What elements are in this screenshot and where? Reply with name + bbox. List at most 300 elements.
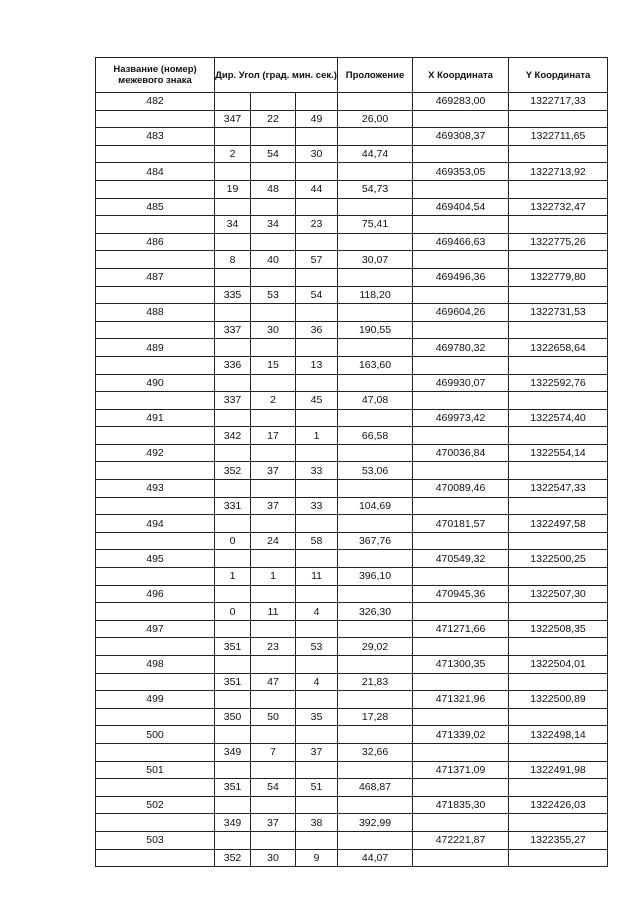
table-header-row [96, 58, 608, 93]
cell-minutes [251, 515, 296, 533]
header-angle: Дир. Угол (град. мин. сек.) [215, 58, 338, 93]
cell-minutes: 1 [251, 568, 296, 586]
table-row [96, 444, 608, 462]
cell-degrees [215, 163, 251, 181]
cell-y [509, 462, 608, 480]
header-x: X Координата [413, 58, 509, 93]
table-row [96, 638, 608, 656]
cell-y: 1322717,33 [509, 93, 608, 111]
cell-seconds: 58 [296, 532, 338, 550]
cell-y: 1322500,89 [509, 691, 608, 709]
cell-degrees [215, 515, 251, 533]
cell-seconds [296, 796, 338, 814]
cell-degrees [215, 550, 251, 568]
cell-seconds: 57 [296, 251, 338, 269]
table-row [96, 356, 608, 374]
cell-y: 1322732,47 [509, 198, 608, 216]
cell-minutes [251, 268, 296, 286]
cell-degrees: 351 [215, 779, 251, 797]
cell-seconds [296, 198, 338, 216]
cell-name [96, 568, 215, 586]
cell-x: 471339,02 [413, 726, 509, 744]
cell-degrees [215, 304, 251, 322]
table-row [96, 392, 608, 410]
table-row [96, 568, 608, 586]
cell-y: 1322713,92 [509, 163, 608, 181]
cell-x [413, 427, 509, 445]
cell-seconds [296, 550, 338, 568]
cell-y [509, 849, 608, 867]
cell-seconds [296, 726, 338, 744]
cell-x: 470036,84 [413, 444, 509, 462]
cell-degrees [215, 444, 251, 462]
cell-distance: 326,30 [338, 603, 413, 621]
cell-x: 471300,35 [413, 656, 509, 674]
cell-seconds [296, 444, 338, 462]
cell-x: 470945,36 [413, 585, 509, 603]
cell-x [413, 708, 509, 726]
cell-distance [338, 233, 413, 251]
cell-x [413, 180, 509, 198]
cell-minutes [251, 831, 296, 849]
cell-degrees: 350 [215, 708, 251, 726]
cell-y [509, 180, 608, 198]
cell-x [413, 814, 509, 832]
table-row [96, 321, 608, 339]
cell-minutes [251, 198, 296, 216]
cell-y: 1322500,25 [509, 550, 608, 568]
cell-seconds [296, 831, 338, 849]
cell-minutes [251, 374, 296, 392]
cell-x: 469780,32 [413, 339, 509, 357]
cell-distance [338, 796, 413, 814]
cell-y [509, 145, 608, 163]
cell-y [509, 110, 608, 128]
cell-y: 1322574,40 [509, 409, 608, 427]
cell-seconds: 33 [296, 497, 338, 515]
table-row [96, 550, 608, 568]
cell-minutes [251, 796, 296, 814]
cell-seconds [296, 93, 338, 111]
cell-name [96, 849, 215, 867]
cell-y: 1322504,01 [509, 656, 608, 674]
cell-minutes [251, 585, 296, 603]
cell-name [96, 286, 215, 304]
cell-minutes [251, 550, 296, 568]
table-row [96, 603, 608, 621]
cell-minutes [251, 93, 296, 111]
cell-name [96, 321, 215, 339]
cell-degrees: 336 [215, 356, 251, 374]
cell-distance [338, 620, 413, 638]
cell-y [509, 638, 608, 656]
cell-degrees [215, 409, 251, 427]
table-row [96, 814, 608, 832]
cell-name: 496 [96, 585, 215, 603]
cell-name [96, 356, 215, 374]
cell-distance: 44,07 [338, 849, 413, 867]
cell-minutes: 2 [251, 392, 296, 410]
cell-minutes: 53 [251, 286, 296, 304]
cell-seconds [296, 339, 338, 357]
cell-x [413, 743, 509, 761]
table-row [96, 585, 608, 603]
cell-name: 501 [96, 761, 215, 779]
cell-distance [338, 444, 413, 462]
cell-seconds: 54 [296, 286, 338, 304]
cell-degrees: 352 [215, 462, 251, 480]
cell-seconds: 11 [296, 568, 338, 586]
cell-degrees [215, 339, 251, 357]
cell-degrees [215, 93, 251, 111]
cell-x [413, 779, 509, 797]
table-row [96, 128, 608, 146]
cell-seconds [296, 480, 338, 498]
cell-minutes: 54 [251, 145, 296, 163]
cell-name: 483 [96, 128, 215, 146]
cell-seconds [296, 128, 338, 146]
cell-y: 1322547,33 [509, 480, 608, 498]
cell-minutes: 48 [251, 180, 296, 198]
table-row [96, 761, 608, 779]
cell-distance [338, 831, 413, 849]
cell-degrees: 337 [215, 321, 251, 339]
cell-seconds [296, 409, 338, 427]
table-row [96, 779, 608, 797]
cell-y: 1322491,98 [509, 761, 608, 779]
cell-y: 1322592,76 [509, 374, 608, 392]
cell-name [96, 110, 215, 128]
table-row [96, 286, 608, 304]
cell-distance [338, 128, 413, 146]
cell-distance: 396,10 [338, 568, 413, 586]
cell-minutes: 30 [251, 849, 296, 867]
cell-x: 470549,32 [413, 550, 509, 568]
cell-y: 1322498,14 [509, 726, 608, 744]
cell-y [509, 356, 608, 374]
cell-seconds: 36 [296, 321, 338, 339]
cell-y: 1322779,80 [509, 268, 608, 286]
cell-x [413, 568, 509, 586]
table-row [96, 233, 608, 251]
cell-name [96, 216, 215, 234]
cell-name [96, 532, 215, 550]
cell-distance [338, 163, 413, 181]
cell-minutes: 50 [251, 708, 296, 726]
cell-minutes [251, 761, 296, 779]
cell-name: 497 [96, 620, 215, 638]
cell-degrees [215, 480, 251, 498]
cell-minutes: 15 [251, 356, 296, 374]
cell-y [509, 321, 608, 339]
cell-seconds [296, 691, 338, 709]
cell-name [96, 814, 215, 832]
cell-name: 490 [96, 374, 215, 392]
cell-distance: 367,76 [338, 532, 413, 550]
header-y: Y Координата [509, 58, 608, 93]
cell-minutes [251, 304, 296, 322]
cell-y [509, 427, 608, 445]
cell-seconds: 13 [296, 356, 338, 374]
cell-minutes [251, 233, 296, 251]
cell-y: 1322426,03 [509, 796, 608, 814]
cell-minutes [251, 726, 296, 744]
cell-x [413, 638, 509, 656]
cell-degrees: 19 [215, 180, 251, 198]
cell-y [509, 708, 608, 726]
cell-minutes: 24 [251, 532, 296, 550]
cell-seconds [296, 620, 338, 638]
cell-y [509, 216, 608, 234]
cell-seconds: 35 [296, 708, 338, 726]
cell-seconds [296, 163, 338, 181]
cell-name [96, 427, 215, 445]
cell-name: 500 [96, 726, 215, 744]
cell-name [96, 251, 215, 269]
cell-y [509, 568, 608, 586]
cell-minutes [251, 128, 296, 146]
table-row [96, 656, 608, 674]
cell-seconds: 1 [296, 427, 338, 445]
cell-degrees: 352 [215, 849, 251, 867]
cell-x [413, 286, 509, 304]
table-row [96, 110, 608, 128]
cell-x [413, 110, 509, 128]
table-row [96, 743, 608, 761]
cell-distance: 163,60 [338, 356, 413, 374]
cell-y [509, 603, 608, 621]
cell-seconds: 23 [296, 216, 338, 234]
cell-name: 484 [96, 163, 215, 181]
cell-x [413, 145, 509, 163]
cell-degrees: 351 [215, 638, 251, 656]
cell-y: 1322554,14 [509, 444, 608, 462]
cell-x [413, 392, 509, 410]
cell-y [509, 286, 608, 304]
cell-x: 471321,96 [413, 691, 509, 709]
table-row [96, 409, 608, 427]
cell-degrees [215, 233, 251, 251]
cell-seconds [296, 515, 338, 533]
cell-name [96, 673, 215, 691]
cell-minutes [251, 163, 296, 181]
cell-minutes: 54 [251, 779, 296, 797]
cell-minutes: 22 [251, 110, 296, 128]
cell-distance: 190,55 [338, 321, 413, 339]
cell-name [96, 462, 215, 480]
cell-seconds: 30 [296, 145, 338, 163]
cell-distance [338, 409, 413, 427]
cell-x: 470089,46 [413, 480, 509, 498]
cell-distance [338, 480, 413, 498]
cell-name: 485 [96, 198, 215, 216]
cell-x: 469496,36 [413, 268, 509, 286]
cell-distance [338, 761, 413, 779]
cell-minutes: 37 [251, 462, 296, 480]
cell-distance: 104,69 [338, 497, 413, 515]
cell-name [96, 145, 215, 163]
cell-minutes: 37 [251, 814, 296, 832]
cell-y [509, 743, 608, 761]
cell-seconds [296, 233, 338, 251]
cell-seconds [296, 268, 338, 286]
cell-degrees: 349 [215, 743, 251, 761]
cell-degrees [215, 656, 251, 674]
cell-distance: 30,07 [338, 251, 413, 269]
table-row [96, 198, 608, 216]
cell-distance [338, 585, 413, 603]
cell-y [509, 779, 608, 797]
cell-seconds [296, 585, 338, 603]
cell-minutes [251, 409, 296, 427]
cell-distance: 53,06 [338, 462, 413, 480]
cell-seconds: 44 [296, 180, 338, 198]
cell-name: 486 [96, 233, 215, 251]
cell-name: 493 [96, 480, 215, 498]
cell-distance: 468,87 [338, 779, 413, 797]
cell-name: 498 [96, 656, 215, 674]
cell-y [509, 532, 608, 550]
cell-name [96, 392, 215, 410]
cell-distance [338, 304, 413, 322]
cell-name: 482 [96, 93, 215, 111]
cell-x: 469604,26 [413, 304, 509, 322]
cell-seconds [296, 656, 338, 674]
cell-name: 487 [96, 268, 215, 286]
cell-degrees: 331 [215, 497, 251, 515]
table-row [96, 180, 608, 198]
table-row [96, 480, 608, 498]
cell-degrees [215, 585, 251, 603]
cell-x [413, 497, 509, 515]
cell-minutes [251, 444, 296, 462]
cell-minutes [251, 656, 296, 674]
cell-x: 472221,87 [413, 831, 509, 849]
cell-y [509, 673, 608, 691]
cell-name: 488 [96, 304, 215, 322]
cell-distance: 29,02 [338, 638, 413, 656]
cell-distance: 44,74 [338, 145, 413, 163]
cell-distance: 75,41 [338, 216, 413, 234]
cell-y: 1322775,26 [509, 233, 608, 251]
cell-seconds [296, 304, 338, 322]
cell-seconds: 38 [296, 814, 338, 832]
cell-degrees [215, 726, 251, 744]
cell-x: 470181,57 [413, 515, 509, 533]
cell-x: 469466,63 [413, 233, 509, 251]
table-row [96, 304, 608, 322]
cell-y [509, 251, 608, 269]
table-body [96, 93, 608, 867]
cell-minutes: 47 [251, 673, 296, 691]
cell-seconds: 9 [296, 849, 338, 867]
cell-name: 494 [96, 515, 215, 533]
cell-x [413, 356, 509, 374]
cell-x: 471371,09 [413, 761, 509, 779]
cell-seconds [296, 761, 338, 779]
table-row [96, 532, 608, 550]
cell-degrees: 1 [215, 568, 251, 586]
table-row [96, 796, 608, 814]
cell-minutes [251, 620, 296, 638]
cell-y: 1322507,30 [509, 585, 608, 603]
cell-minutes: 23 [251, 638, 296, 656]
cell-x [413, 251, 509, 269]
cell-seconds: 33 [296, 462, 338, 480]
cell-distance [338, 656, 413, 674]
cell-x: 469353,05 [413, 163, 509, 181]
cell-distance: 47,08 [338, 392, 413, 410]
cell-y: 1322508,35 [509, 620, 608, 638]
cell-y [509, 814, 608, 832]
cell-degrees [215, 198, 251, 216]
table-row [96, 216, 608, 234]
cell-x: 469973,42 [413, 409, 509, 427]
cell-x: 471835,30 [413, 796, 509, 814]
cell-seconds: 4 [296, 603, 338, 621]
cell-name: 499 [96, 691, 215, 709]
cell-distance: 32,66 [338, 743, 413, 761]
cell-name: 502 [96, 796, 215, 814]
cell-seconds: 4 [296, 673, 338, 691]
cell-name [96, 603, 215, 621]
cell-minutes: 34 [251, 216, 296, 234]
cell-x [413, 216, 509, 234]
cell-minutes: 7 [251, 743, 296, 761]
cell-y: 1322658,64 [509, 339, 608, 357]
cell-degrees [215, 128, 251, 146]
cell-y: 1322711,65 [509, 128, 608, 146]
table-row [96, 339, 608, 357]
cell-name [96, 180, 215, 198]
cell-distance: 26,00 [338, 110, 413, 128]
cell-name [96, 779, 215, 797]
cell-distance: 21,83 [338, 673, 413, 691]
cell-minutes: 11 [251, 603, 296, 621]
cell-name: 495 [96, 550, 215, 568]
cell-x: 469308,37 [413, 128, 509, 146]
cell-distance: 392,99 [338, 814, 413, 832]
cell-degrees: 0 [215, 603, 251, 621]
table-row [96, 427, 608, 445]
cell-name [96, 743, 215, 761]
table-row [96, 831, 608, 849]
table-row [96, 93, 608, 111]
cell-x: 469404,54 [413, 198, 509, 216]
cell-x: 471271,66 [413, 620, 509, 638]
cell-minutes: 37 [251, 497, 296, 515]
cell-x [413, 532, 509, 550]
cell-minutes: 17 [251, 427, 296, 445]
table-row [96, 497, 608, 515]
cell-distance [338, 339, 413, 357]
cell-name [96, 638, 215, 656]
cell-degrees [215, 831, 251, 849]
cell-distance [338, 93, 413, 111]
cell-name: 489 [96, 339, 215, 357]
cell-x: 469930,07 [413, 374, 509, 392]
cell-x [413, 673, 509, 691]
cell-x [413, 462, 509, 480]
cell-distance [338, 374, 413, 392]
cell-degrees: 335 [215, 286, 251, 304]
cell-x: 469283,00 [413, 93, 509, 111]
cell-y [509, 392, 608, 410]
cell-x [413, 849, 509, 867]
cell-name [96, 708, 215, 726]
table-row [96, 708, 608, 726]
cell-y: 1322497,58 [509, 515, 608, 533]
